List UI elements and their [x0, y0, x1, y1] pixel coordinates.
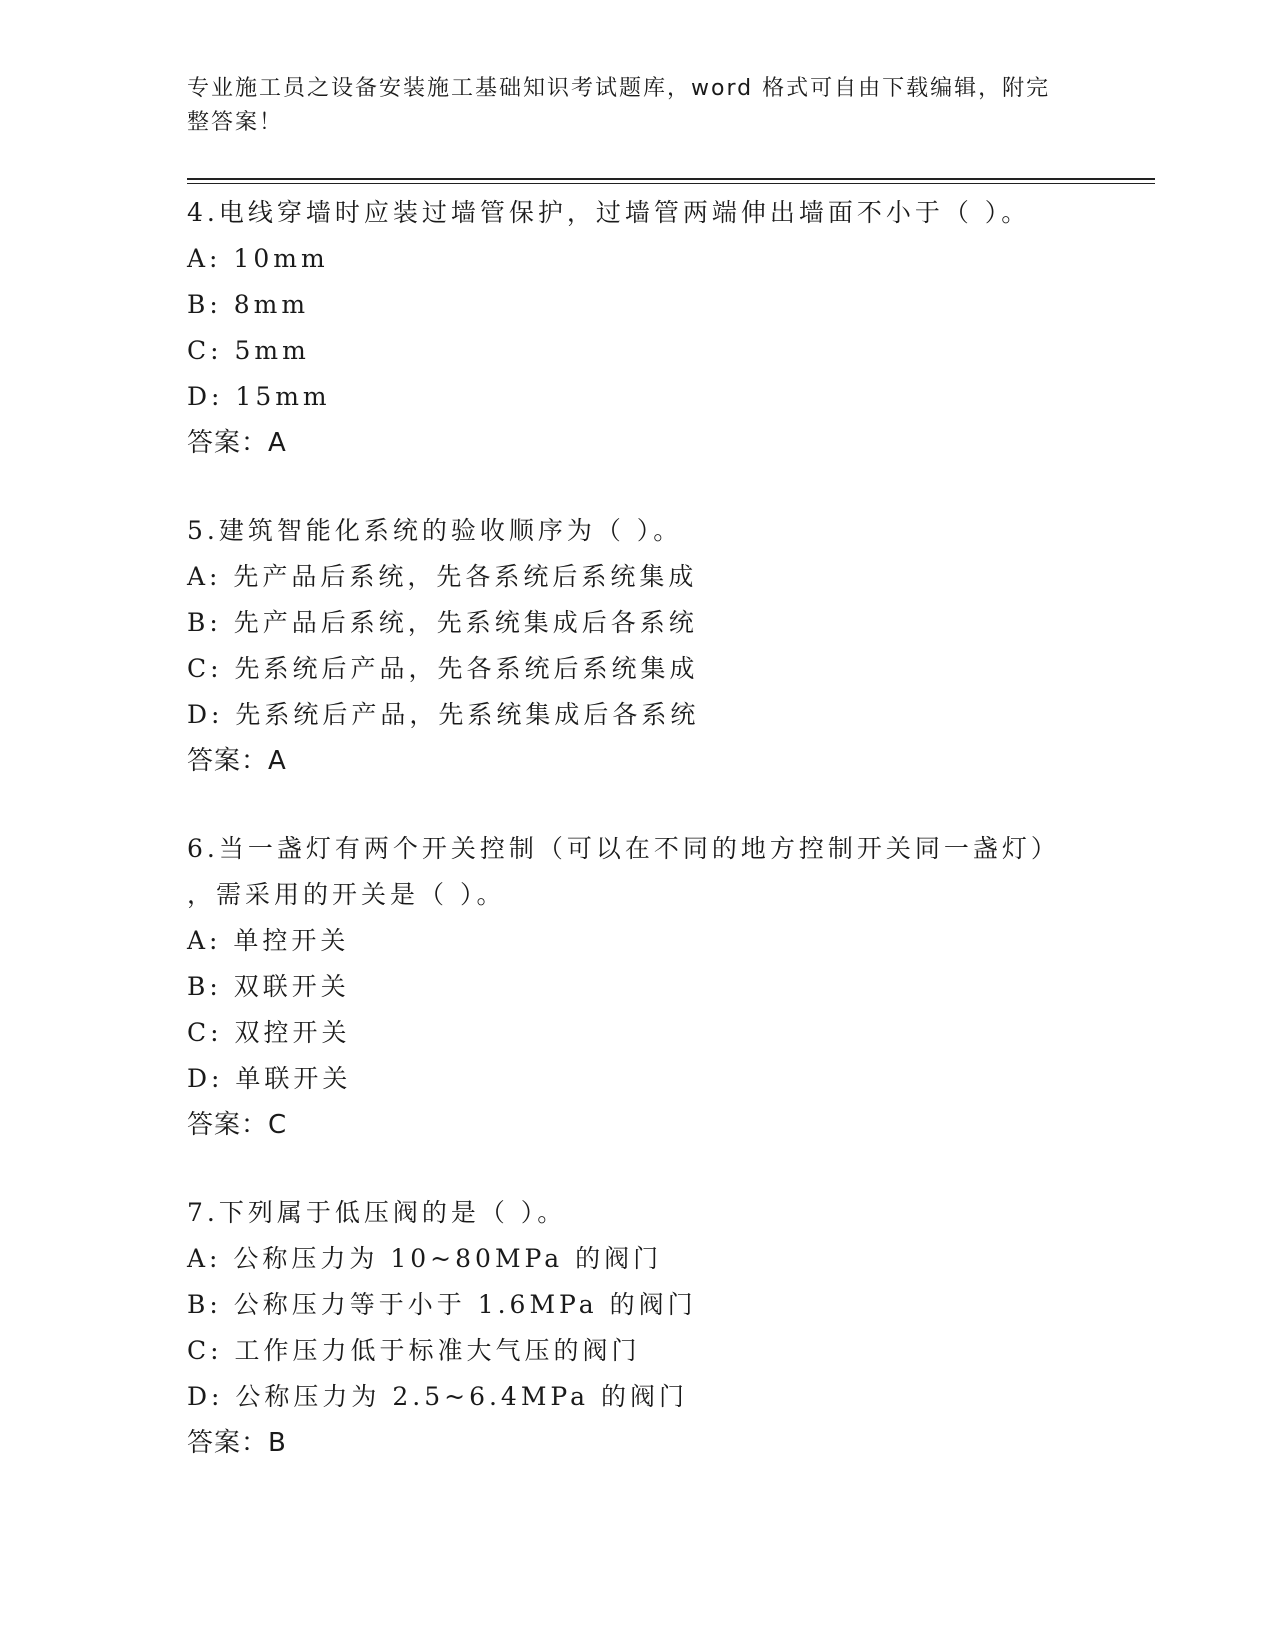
option-a: A: 单控开关 — [187, 926, 350, 955]
question-4 — [187, 190, 1155, 466]
question-5 — [187, 508, 1155, 784]
option-a: A: 先产品后系统，先各系统后系统集成 — [187, 562, 698, 591]
answer-label: 答案：C — [187, 1110, 288, 1140]
answer-label: 答案：A — [187, 746, 287, 776]
header-divider-thick — [187, 178, 1155, 180]
option-c: C: 工作压力低于标准大气压的阀门 — [187, 1336, 641, 1365]
question-stem-line-2: ，需采用的开关是（ ）。 — [187, 880, 506, 909]
question-stem: 5.建筑智能化系统的验收顺序为（ ）。 — [187, 516, 683, 545]
header-line-2: 整答案！ — [187, 110, 284, 135]
option-c: C: 5mm — [187, 336, 310, 365]
option-d: D: 单联开关 — [187, 1064, 352, 1093]
option-c: C: 先系统后产品，先各系统后系统集成 — [187, 654, 699, 683]
option-b: B: 8mm — [187, 290, 310, 319]
header-line-1: 专业施工员之设备安装施工基础知识考试题库，word 格式可自由下载编辑，附完 — [187, 76, 1051, 101]
option-b: B: 双联开关 — [187, 972, 350, 1001]
option-a: A: 公称压力为 10~80MPa 的阀门 — [187, 1244, 663, 1273]
question-stem: 7.下列属于低压阀的是（ ）。 — [187, 1198, 567, 1227]
option-b: B: 先产品后系统，先系统集成后各系统 — [187, 608, 698, 637]
header-divider-thin — [187, 183, 1155, 184]
option-b: B: 公称压力等于小于 1.6MPa 的阀门 — [187, 1290, 697, 1319]
answer-label: 答案：A — [187, 428, 287, 458]
option-d: D: 15mm — [187, 382, 331, 411]
answer-label: 答案：B — [187, 1428, 287, 1458]
question-7 — [187, 1190, 1155, 1466]
option-d: D: 公称压力为 2.5~6.4MPa 的阀门 — [187, 1382, 688, 1411]
option-a: A: 10mm — [187, 244, 329, 273]
option-c: C: 双控开关 — [187, 1018, 351, 1047]
question-stem: 4.电线穿墙时应装过墙管保护，过墙管两端伸出墙面不小于（ ）。 — [187, 198, 1031, 227]
question-list — [187, 190, 1155, 1508]
document-header — [187, 72, 1067, 140]
question-stem-line-1: 6.当一盏灯有两个开关控制（可以在不同的地方控制开关同一盏灯） — [187, 834, 1060, 863]
option-d: D: 先系统后产品，先系统集成后各系统 — [187, 700, 700, 729]
question-6 — [187, 826, 1155, 1148]
